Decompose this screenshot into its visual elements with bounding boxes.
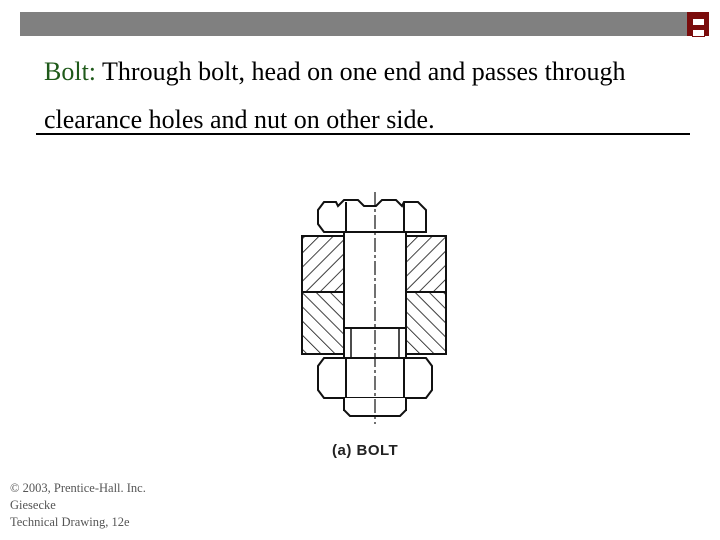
- figure-caption: (a) BOLT: [332, 442, 399, 459]
- accent-square-bottom: [692, 29, 705, 37]
- credit-line: © 2003, Prentice-Hall. Inc.: [10, 481, 146, 495]
- term-label: Bolt:: [44, 57, 97, 86]
- divider-rule: [36, 133, 690, 135]
- slide-body: [44, 48, 694, 144]
- title-bar: [20, 12, 687, 36]
- credit-line: Giesecke: [10, 498, 56, 512]
- bolt-figure: [296, 188, 468, 480]
- credit-line: Technical Drawing, 12e: [10, 515, 130, 529]
- bolt-drawing: [296, 188, 468, 480]
- definition-text: Through bolt, head on one end and passes through: [96, 57, 626, 86]
- accent-square-top: [692, 18, 705, 26]
- copyright-credit: [10, 480, 146, 531]
- body-line-1: [44, 48, 694, 96]
- body-line-2: clearance holes and nut on other side.: [44, 105, 435, 134]
